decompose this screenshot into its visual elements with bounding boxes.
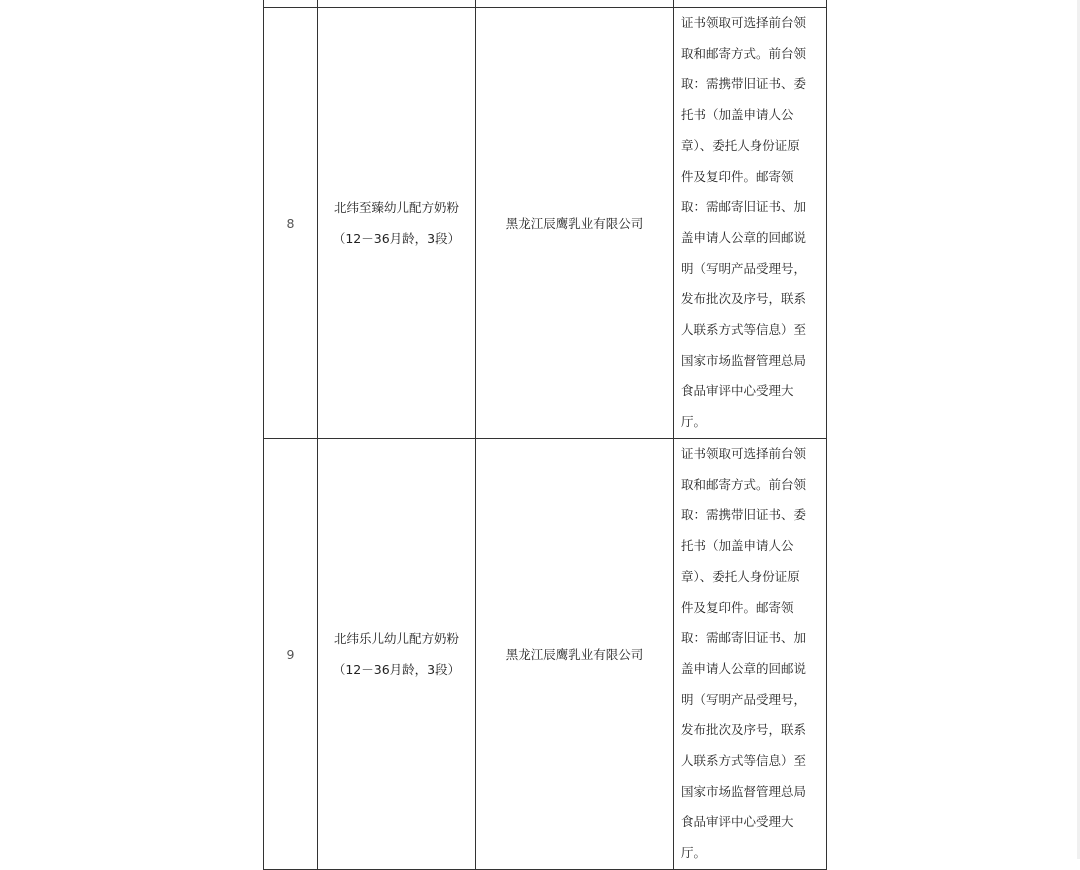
note-line: 章）、委托人身份证原 [681,137,800,153]
note-line: 厅。 [681,414,707,430]
note-line: 发布批次及序号，联系 [681,722,807,738]
note-line: 国家市场监督管理总局 [681,352,807,368]
note-line: 国家市场监督管理总局 [681,783,807,799]
pickup-note [674,439,827,870]
pickup-note [674,8,827,439]
certificate-table [263,0,827,870]
note-line: 取和邮寄方式。前台领 [681,476,807,492]
note-line: 件及复印件。邮寄领 [681,599,794,615]
note-line: 食品审评中心受理大 [681,814,794,830]
product-name-line2: （12－36月龄，3段） [332,231,461,246]
note-line: 发布批次及序号，联系 [681,291,807,307]
note-line: 取：需邮寄旧证书、加 [681,199,807,215]
note-line: 件及复印件。邮寄领 [681,168,794,184]
note-line: 证书领取可选择前台领 [681,15,807,30]
product-name-line1: 北纬乐儿幼儿配方奶粉 [333,631,459,646]
note-line: 取：需携带旧证书、委 [681,507,807,523]
note-line: 明（写明产品受理号， [681,260,807,276]
product-name-line1: 北纬至臻幼儿配方奶粉 [333,200,459,215]
product-name-line2: （12－36月龄，3段） [332,662,461,677]
table-row [264,8,827,439]
product-name [318,439,476,870]
note-line: 食品审评中心受理大 [681,383,794,399]
note-line: 取和邮寄方式。前台领 [681,45,807,61]
note-line: 人联系方式等信息）至 [681,753,807,769]
note-line: 章）、委托人身份证原 [681,568,800,584]
note-line: 盖申请人公章的回邮说 [681,660,807,676]
note-line: 取：需邮寄旧证书、加 [681,630,807,646]
table-row-previous [264,0,827,8]
company-name: 黑龙江辰鹰乳业有限公司 [476,439,674,870]
note-line: 厅。 [681,845,707,861]
note-line: 取：需携带旧证书、委 [681,76,807,92]
row-number: 8 [264,8,318,439]
note-line: 证书领取可选择前台领 [681,446,807,461]
note-line: 托书（加盖申请人公 [681,538,794,554]
company-name: 黑龙江辰鹰乳业有限公司 [476,8,674,439]
row-number: 9 [264,439,318,870]
product-name [318,8,476,439]
note-line: 明（写明产品受理号， [681,691,807,707]
note-line: 托书（加盖申请人公 [681,107,794,123]
note-line: 人联系方式等信息）至 [681,322,807,338]
table-row [264,439,827,870]
note-line: 盖申请人公章的回邮说 [681,229,807,245]
